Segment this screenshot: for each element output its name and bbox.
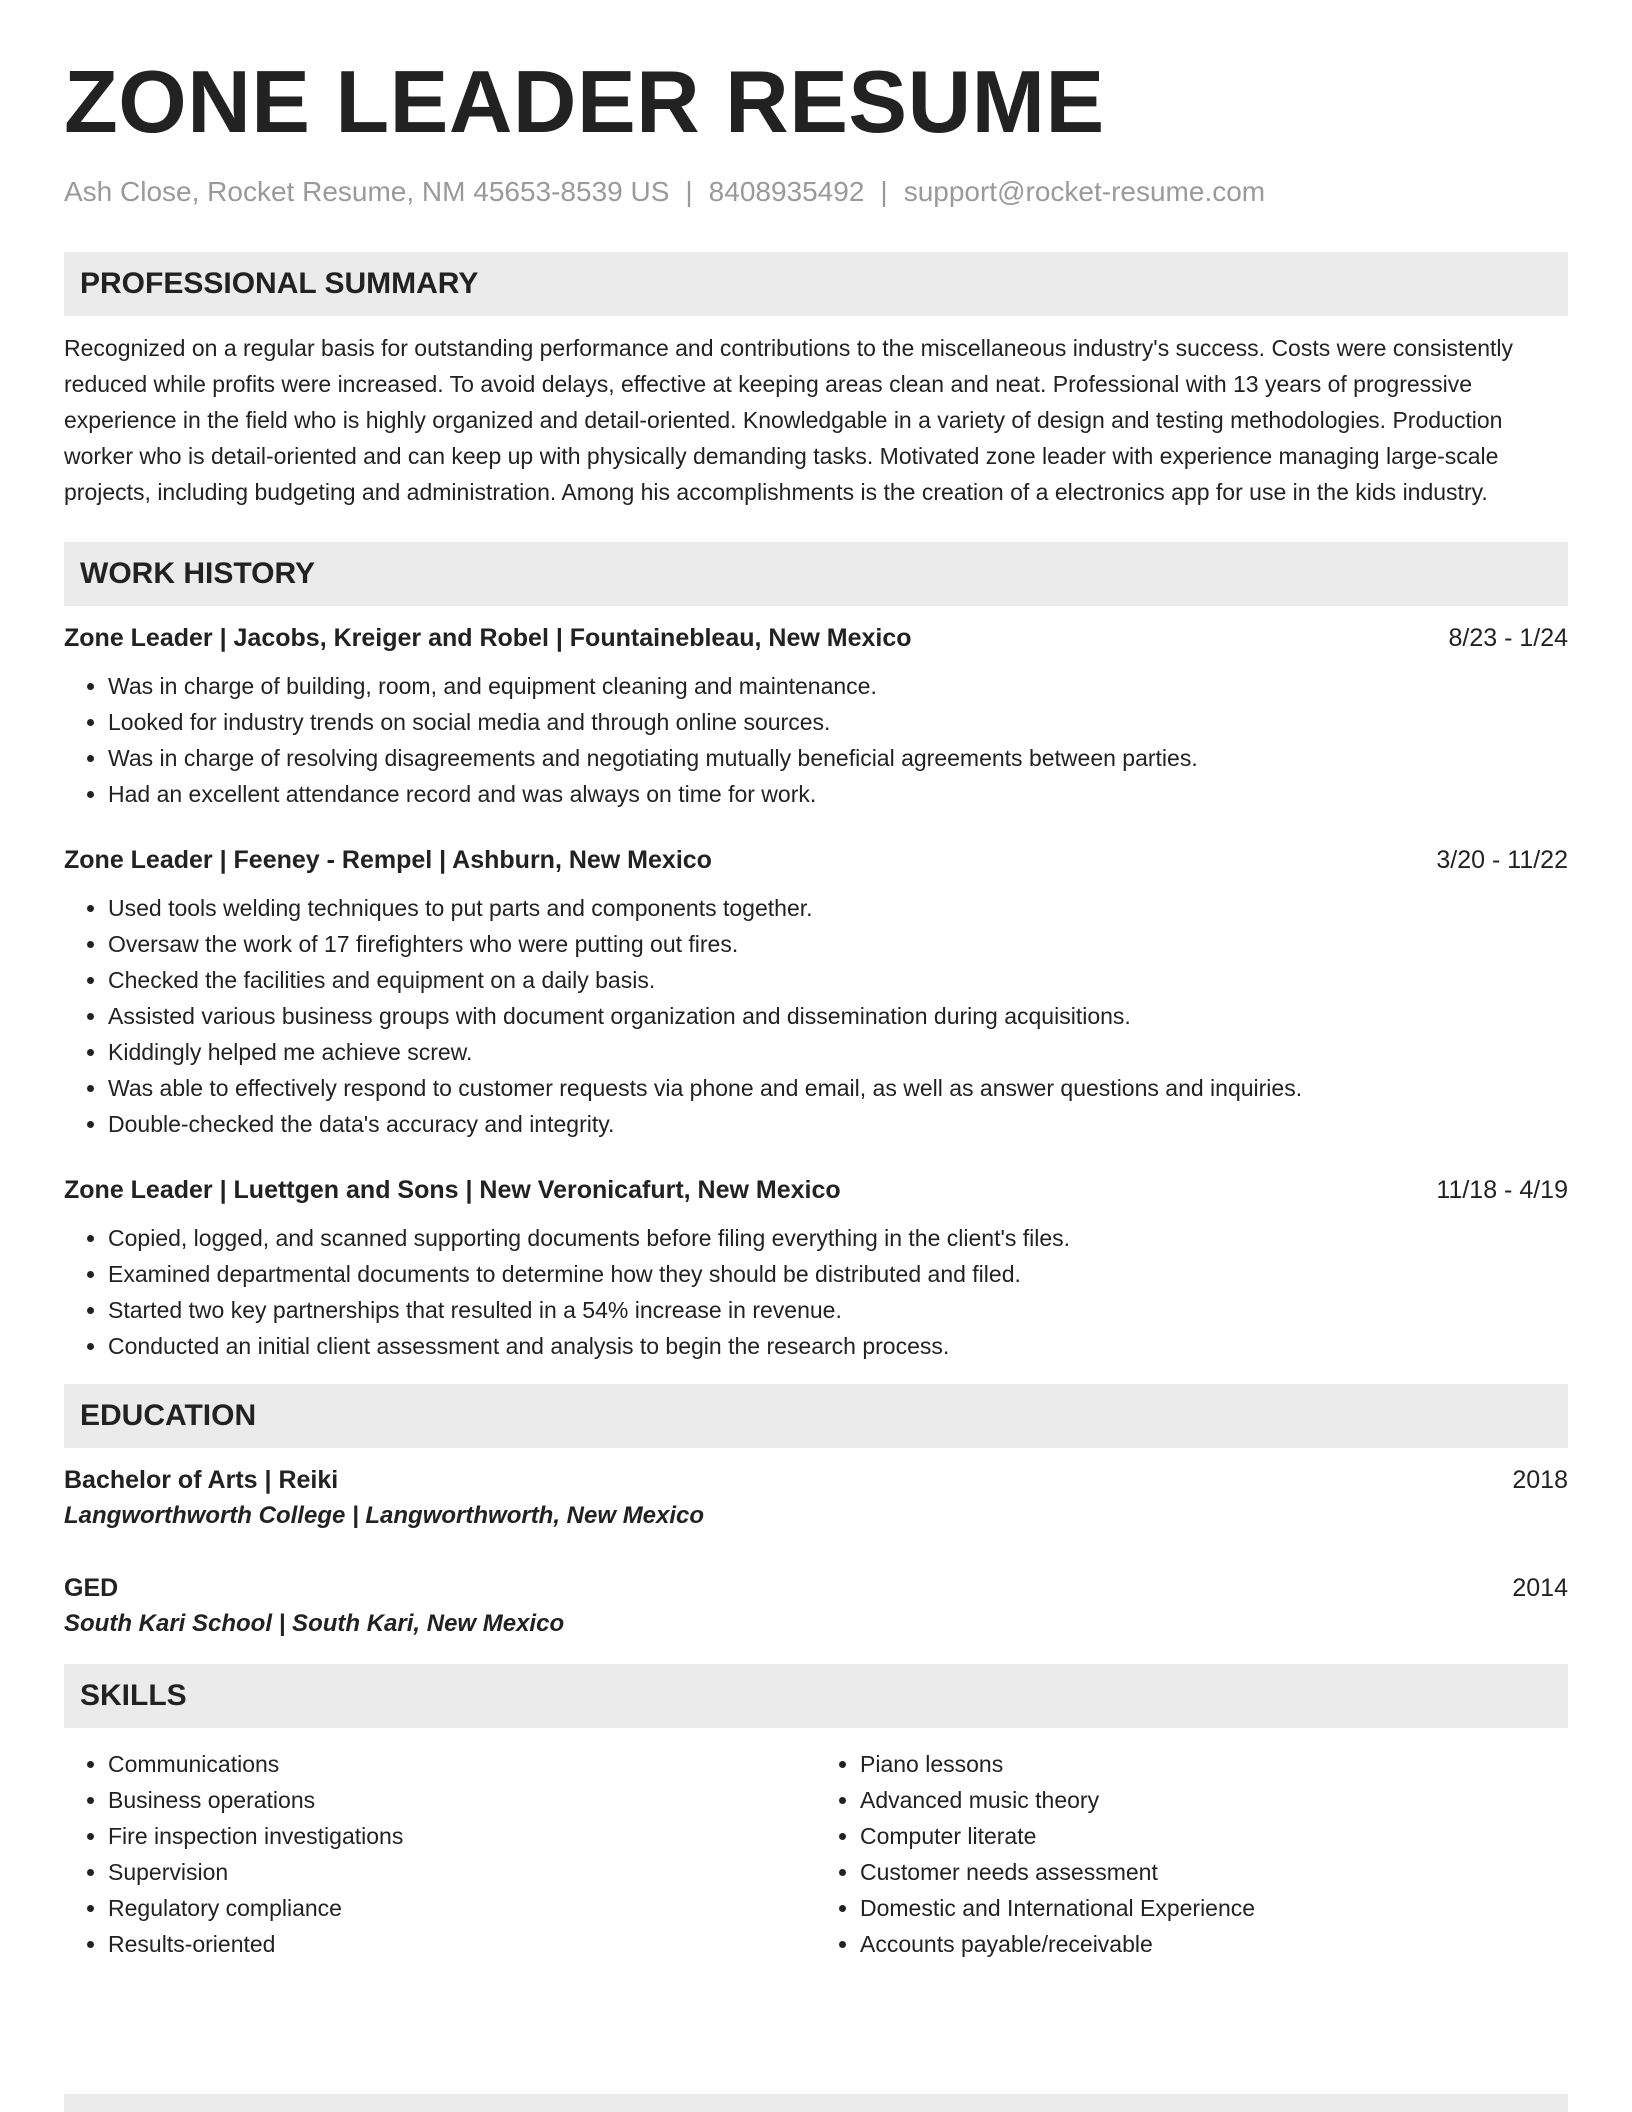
job-bullet: • Assisted various business groups with document organization and dissemination during acquisitions. xyxy=(108,998,1568,1034)
contact-phone: 8408935492 xyxy=(708,176,865,207)
job-entry xyxy=(64,620,1568,812)
skill-item: • Regulatory compliance xyxy=(108,1890,816,1926)
job-bullet: • Used tools welding techniques to put parts and components together. xyxy=(108,890,1568,926)
education-year: 2018 xyxy=(1512,1466,1568,1494)
education-degree: Bachelor of Arts | Reiki xyxy=(64,1466,339,1494)
job-entry xyxy=(64,842,1568,1142)
contact-line xyxy=(64,172,1568,212)
education-entry xyxy=(64,1570,1568,1642)
job-bullet-list xyxy=(64,890,1568,1142)
job-bullet: • Had an excellent attendance record and was always on time for work. xyxy=(108,776,1568,812)
contact-email[interactable]: support@rocket-resume.com xyxy=(903,176,1266,207)
job-dates: 3/20 - 11/22 xyxy=(1436,846,1568,874)
skill-item: • Piano lessons xyxy=(860,1746,1568,1782)
education-degree: GED xyxy=(64,1574,119,1602)
job-dates: 8/23 - 1/24 xyxy=(1448,624,1568,652)
job-bullet: • Was able to effectively respond to customer requests via phone and email, as well as answer questions and inquiries. xyxy=(108,1070,1568,1106)
skill-item: • Communications xyxy=(108,1746,816,1782)
job-title: Zone Leader | Feeney - Rempel | Ashburn, New Mexico xyxy=(64,846,712,874)
contact-address: Ash Close, Rocket Resume, NM 45653-8539 US xyxy=(64,176,670,207)
skills-columns xyxy=(64,1728,1568,1962)
summary-text: Recognized on a regular basis for outstanding performance and contributions to the miscellaneous industry's success. Costs were consistently reduced while profits were increased. To avoid delays, effective at keeping areas clean and neat. Professional with 13 years of progressive experience in the field who is highly organized and detail-oriented. Knowledgable in a variety of design and testing methodologies. Production worker who is detail-oriented and can keep up with physically demanding tasks. Motivated zone leader with experience managing large-scale projects, including budgeting and administration. Among his accomplishments is the creation of a electronics app for use in the kids industry. xyxy=(64,335,1514,505)
job-bullet: • Was in charge of building, room, and equipment cleaning and maintenance. xyxy=(108,668,1568,704)
work-history-list xyxy=(64,620,1568,1364)
job-bullet: • Was in charge of resolving disagreements and negotiating mutually beneficial agreements between parties. xyxy=(108,740,1568,776)
contact-separator: | xyxy=(880,176,888,207)
education-school: Langworthworth College | Langworthworth, New Mexico xyxy=(64,1502,705,1529)
resume-title: ZONE LEADER RESUME xyxy=(64,52,1105,151)
job-bullet: • Checked the facilities and equipment on a daily basis. xyxy=(108,962,1568,998)
education-entry xyxy=(64,1462,1568,1534)
job-bullet: • Kiddingly helped me achieve screw. xyxy=(108,1034,1568,1070)
education-heading-row xyxy=(64,1570,1568,1606)
job-title: Zone Leader | Jacobs, Kreiger and Robel | Fountainebleau, New Mexico xyxy=(64,624,912,652)
education-school: South Kari School | South Kari, New Mexico xyxy=(64,1610,565,1637)
skill-item: • Customer needs assessment xyxy=(860,1854,1568,1890)
job-dates: 11/18 - 4/19 xyxy=(1436,1176,1568,1204)
job-heading-row xyxy=(64,842,1568,878)
job-heading-row xyxy=(64,620,1568,656)
skill-item: • Computer literate xyxy=(860,1818,1568,1854)
job-title: Zone Leader | Luettgen and Sons | New Veronicafurt, New Mexico xyxy=(64,1176,841,1204)
skill-item: • Domestic and International Experience xyxy=(860,1890,1568,1926)
section-header-skills: SKILLS xyxy=(64,1664,1568,1728)
skills-list-right xyxy=(816,1746,1568,1962)
job-bullet: • Examined departmental documents to determine how they should be distributed and filed. xyxy=(108,1256,1568,1292)
section-header-work: WORK HISTORY xyxy=(64,542,1568,606)
skill-item: • Business operations xyxy=(108,1782,816,1818)
job-bullet: • Started two key partnerships that resulted in a 54% increase in revenue. xyxy=(108,1292,1568,1328)
job-entry xyxy=(64,1172,1568,1364)
section-header-summary: PROFESSIONAL SUMMARY xyxy=(64,252,1568,316)
job-bullet: • Copied, logged, and scanned supporting documents before filing everything in the client's files. xyxy=(108,1220,1568,1256)
education-list xyxy=(64,1462,1568,1642)
education-heading-row xyxy=(64,1462,1568,1498)
next-section-header-partial xyxy=(64,2094,1568,2112)
section-header-education: EDUCATION xyxy=(64,1384,1568,1448)
education-year: 2014 xyxy=(1512,1574,1568,1602)
skill-item: • Results-oriented xyxy=(108,1926,816,1962)
skills-list-left xyxy=(64,1746,816,1962)
job-bullet: • Conducted an initial client assessment and analysis to begin the research process. xyxy=(108,1328,1568,1364)
job-bullet: • Oversaw the work of 17 firefighters who were putting out fires. xyxy=(108,926,1568,962)
skill-item: • Advanced music theory xyxy=(860,1782,1568,1818)
skill-item: • Fire inspection investigations xyxy=(108,1818,816,1854)
job-heading-row xyxy=(64,1172,1568,1208)
skill-item: • Accounts payable/receivable xyxy=(860,1926,1568,1962)
job-bullet: • Looked for industry trends on social media and through online sources. xyxy=(108,704,1568,740)
job-bullet-list xyxy=(64,1220,1568,1364)
job-bullet-list xyxy=(64,668,1568,812)
job-bullet: • Double-checked the data's accuracy and integrity. xyxy=(108,1106,1568,1142)
skill-item: • Supervision xyxy=(108,1854,816,1890)
contact-separator: | xyxy=(685,176,693,207)
